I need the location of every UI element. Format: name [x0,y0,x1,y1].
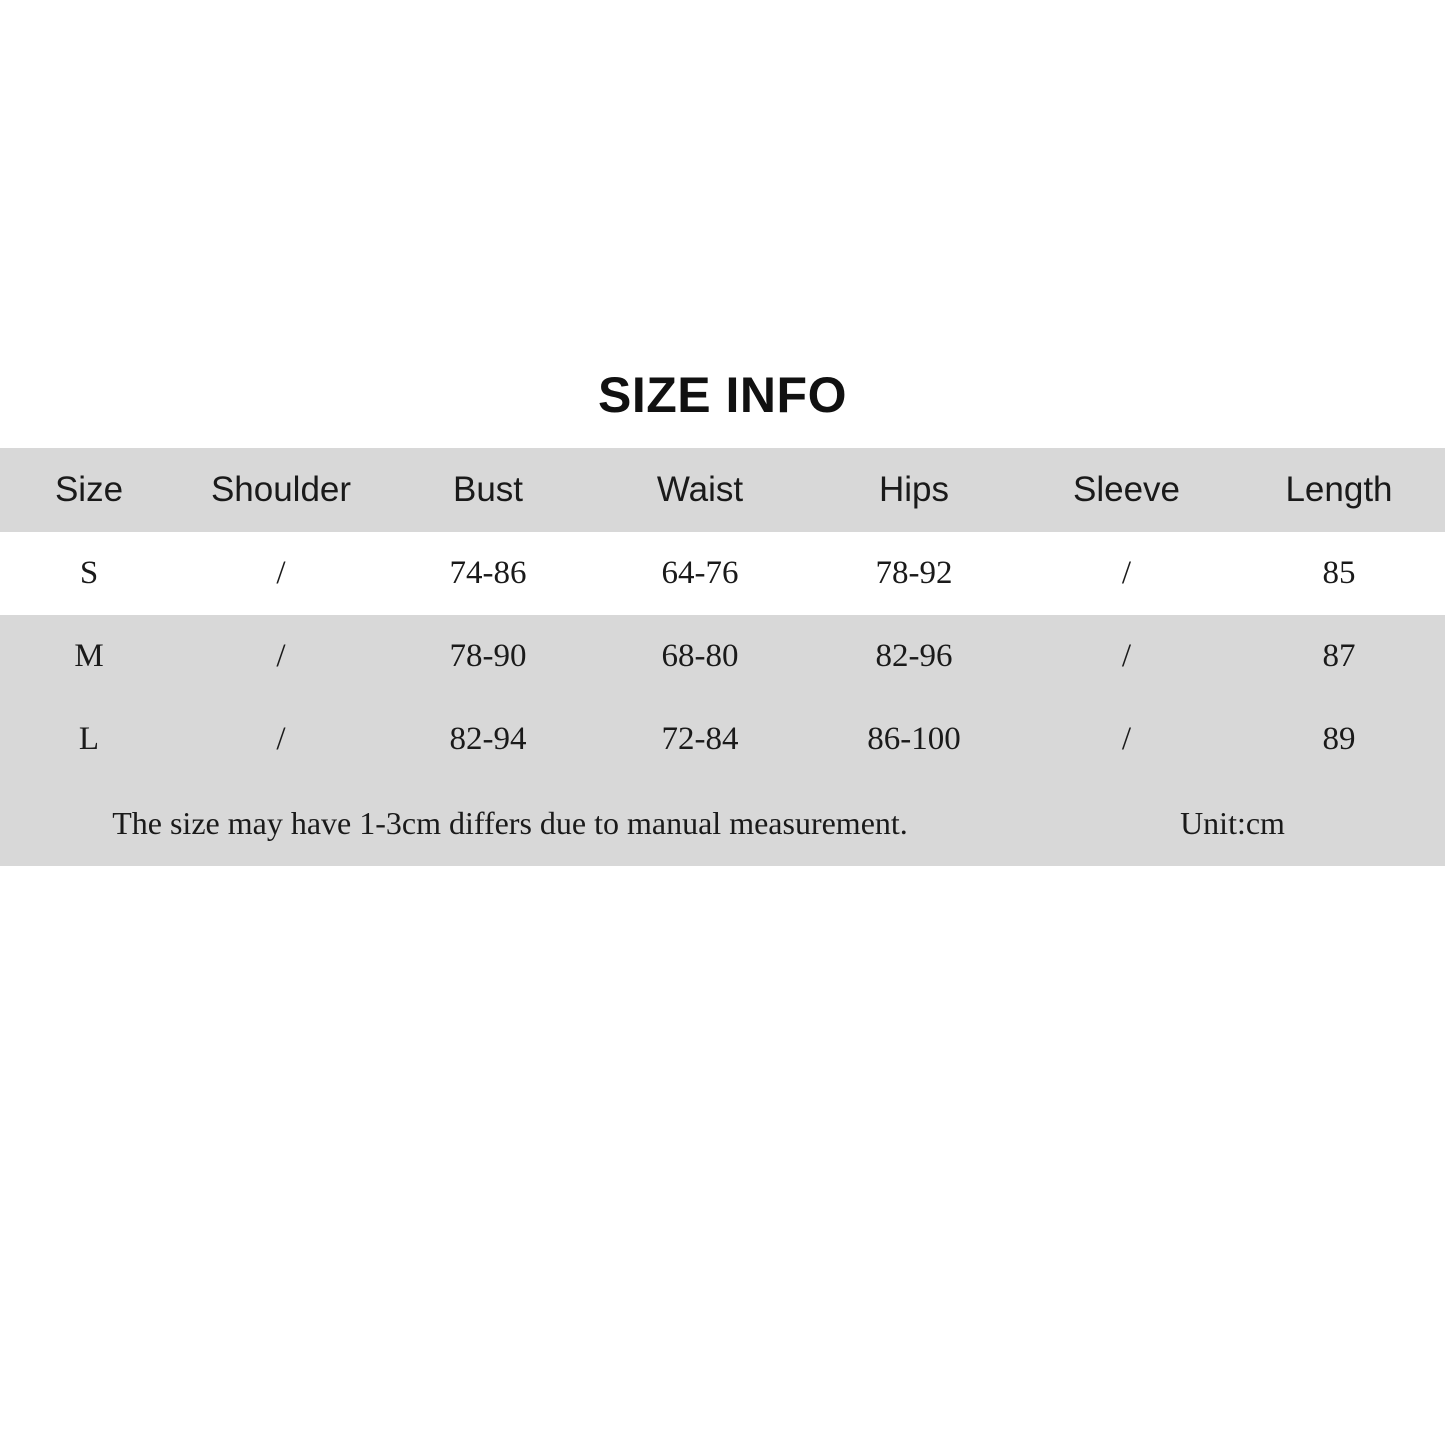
cell-waist: 64-76 [661,555,739,591]
cell-hips: 86-100 [867,721,961,757]
size-info-table [0,448,1445,866]
page-title: SIZE INFO [598,367,847,423]
column-header-bust: Bust [452,470,524,509]
column-header-sleeve: Sleeve [1072,470,1181,509]
cell-sleeve: / [1121,721,1132,757]
cell-bust: 78-90 [449,638,527,674]
cell-sleeve: / [1121,638,1132,674]
cell-bust: 82-94 [449,721,527,757]
cell-length: 87 [1322,638,1356,674]
table-row [0,615,1445,698]
column-header-size: Size [54,470,124,509]
unit-label: Unit:cm [1180,805,1285,841]
cell-hips: 78-92 [875,555,953,591]
cell-length: 85 [1322,555,1356,591]
table-row [0,532,1445,615]
cell-size: S [79,555,99,591]
cell-waist: 72-84 [661,721,739,757]
cell-length: 89 [1322,721,1356,757]
column-header-waist: Waist [656,470,744,509]
cell-shoulder: / [276,638,286,674]
cell-hips: 82-96 [875,638,953,674]
measurement-note: The size may have 1-3cm differs due to manual measurement. [112,805,908,841]
cell-size: L [78,721,100,757]
table-note-row [0,781,1445,866]
column-header-length: Length [1285,470,1393,509]
cell-bust: 74-86 [449,555,527,591]
cell-shoulder: / [276,555,286,591]
cell-shoulder: / [276,721,286,757]
size-info-block [0,367,1445,866]
column-header-shoulder: Shoulder [210,470,352,509]
cell-size: M [74,638,104,674]
table-header-row [0,448,1445,532]
column-header-hips: Hips [878,470,950,509]
cell-waist: 68-80 [661,638,739,674]
cell-sleeve: / [1121,555,1132,591]
table-row [0,698,1445,781]
